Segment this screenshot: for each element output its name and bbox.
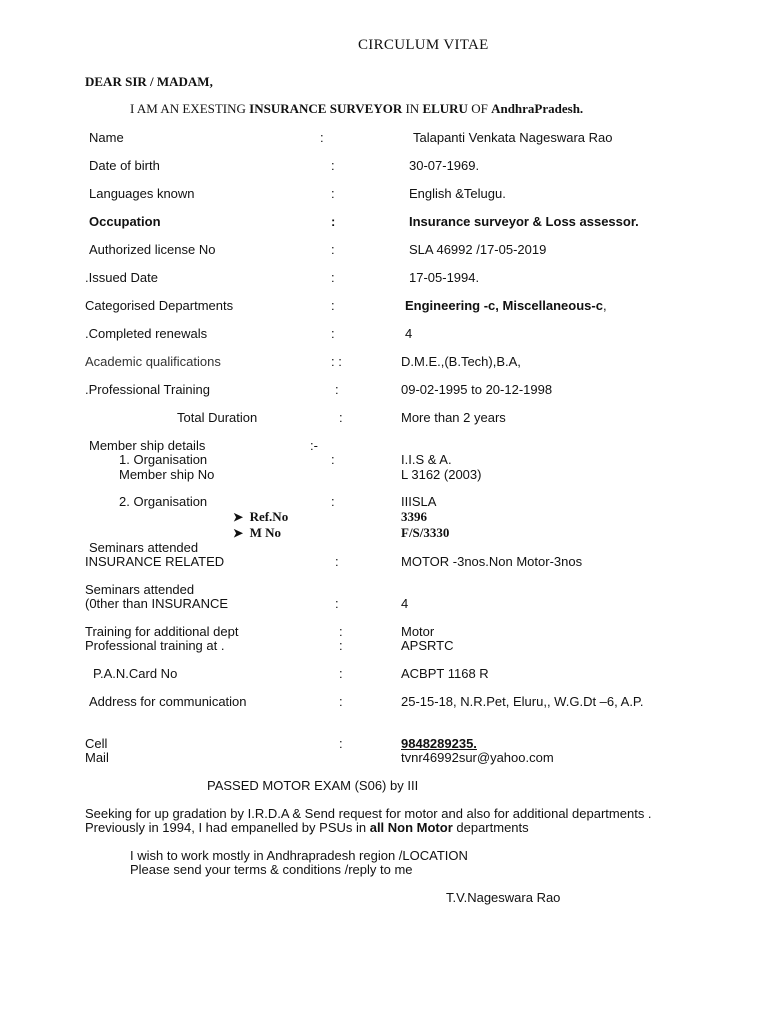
pan-label: P.A.N.Card No: [93, 666, 178, 681]
refno-row: [233, 509, 288, 525]
intro-role: INSURANCE SURVEYOR: [249, 101, 403, 116]
refno-value: 3396: [401, 509, 427, 524]
seminars-value-2: 4: [401, 596, 409, 611]
renewals-value: 4: [405, 326, 413, 341]
additional-colon-2: :: [339, 638, 343, 653]
languages-label: Languages known: [89, 186, 195, 201]
cell-value: 9848289235.: [401, 736, 477, 751]
mail-value: tvnr46992sur@yahoo.com: [401, 750, 554, 765]
license-label: Authorized license No: [89, 242, 216, 257]
pan-colon: :: [339, 666, 343, 681]
languages-colon: :: [331, 186, 335, 201]
departments-value-suffix: ,: [602, 298, 607, 313]
org1-value: I.I.S & A.: [401, 452, 452, 467]
intro-state: AndhraPradesh.: [491, 101, 584, 116]
license-value: SLA 46992 /17-05-2019: [409, 242, 547, 257]
departments-value-text: Engineering -c, Miscellaneous-c: [405, 298, 603, 313]
org1-colon: :: [331, 452, 335, 467]
org2-label: 2. Organisation: [119, 494, 208, 509]
refno-label: Ref.No: [249, 509, 289, 524]
occupation-value: Insurance surveyor & Loss assessor.: [409, 214, 639, 229]
address-label: Address for communication: [89, 694, 247, 709]
dob-colon: :: [331, 158, 335, 173]
intro-text-1: I AM AN EXESTING: [130, 101, 250, 116]
issued-value: 17-05-1994.: [409, 270, 480, 285]
arrow-bullet-icon: ➤: [233, 510, 244, 524]
departments-value: [405, 298, 607, 313]
seeking-text-1: Previously in 1994, I had empanelled by PSUs in: [85, 820, 370, 835]
org2-value: IIISLA: [401, 494, 437, 509]
training-colon: :: [335, 382, 339, 397]
seeking-line-2: [85, 820, 529, 835]
dob-label: Date of birth: [89, 158, 160, 173]
academic-label: Academic qualifications: [85, 354, 221, 369]
cell-label: Cell: [85, 736, 108, 751]
membership-sep: :-: [310, 438, 318, 453]
seminars-value-1: MOTOR -3nos.Non Motor-3nos: [401, 554, 583, 569]
mno-value: F/S/3330: [401, 525, 450, 540]
mno-label: M No: [249, 525, 281, 540]
address-colon: :: [339, 694, 343, 709]
issued-colon: :: [331, 270, 335, 285]
seminars-label-3: Seminars attended: [85, 582, 195, 597]
intro-text-2: IN: [402, 101, 423, 116]
mno-row: [233, 525, 281, 541]
arrow-bullet-icon: ➤: [233, 526, 244, 540]
languages-value: English &Telugu.: [409, 186, 506, 201]
seminars-label-4: (0ther than INSURANCE: [85, 596, 229, 611]
duration-label: Total Duration: [177, 410, 258, 425]
seeking-highlight: all Non Motor: [369, 820, 453, 835]
membership-label: Member ship details: [89, 438, 206, 453]
renewals-label: .Completed renewals: [85, 326, 208, 341]
pan-value: ACBPT 1168 R: [401, 666, 489, 681]
additional-colon-1: :: [339, 624, 343, 639]
signature-name: T.V.Nageswara Rao: [446, 890, 561, 905]
departments-label: Categorised Departments: [85, 298, 234, 313]
additional-value-2: APSRTC: [401, 638, 454, 653]
seminars-label-1: Seminars attended: [89, 540, 199, 555]
org2-colon: :: [331, 494, 335, 509]
address-value: 25-15-18, N.R.Pet, Eluru,, W.G.Dt –6, A.P.: [401, 694, 644, 709]
seminars-label-2: INSURANCE RELATED: [85, 554, 225, 569]
training-value: 09-02-1995 to 20-12-1998: [401, 382, 553, 397]
duration-colon: :: [339, 410, 343, 425]
closing-line-1: I wish to work mostly in Andhrapradesh region /LOCATION: [130, 848, 468, 863]
license-colon: :: [331, 242, 335, 257]
departments-colon: :: [331, 298, 335, 313]
dob-value: 30-07-1969.: [409, 158, 480, 173]
name-colon: :: [320, 130, 324, 145]
name-label: Name: [89, 130, 124, 145]
document-title: CIRCULUM VITAE: [358, 37, 489, 53]
additional-label-2: Professional training at .: [85, 638, 225, 653]
intro-line: [130, 101, 583, 116]
academic-value: D.M.E.,(B.Tech),B.A,: [401, 354, 521, 369]
cell-colon: :: [339, 736, 343, 751]
issued-label: .Issued Date: [85, 270, 158, 285]
occupation-colon: :: [331, 214, 336, 229]
additional-label-1: Training for additional dept: [85, 624, 239, 639]
training-label: .Professional Training: [85, 382, 211, 397]
intro-text-3: OF: [467, 101, 492, 116]
additional-value-1: Motor: [401, 624, 435, 639]
closing-line-2: Please send your terms & conditions /reply to me: [130, 862, 413, 877]
mail-label: Mail: [85, 750, 109, 765]
seeking-line-1: Seeking for up gradation by I.R.D.A & Send request for motor and also for additional departments .: [85, 806, 652, 821]
passed-exam-line: PASSED MOTOR EXAM (S06) by III: [207, 778, 419, 793]
duration-value: More than 2 years: [401, 410, 506, 425]
seminars-colon-2: :: [335, 596, 339, 611]
name-value: Talapanti Venkata Nageswara Rao: [413, 130, 613, 145]
salutation: DEAR SIR / MADAM,: [85, 74, 213, 89]
academic-colon: : :: [331, 354, 342, 369]
org1-label: 1. Organisation: [119, 452, 208, 467]
occupation-label: Occupation: [89, 214, 161, 229]
seeking-text-2: departments: [452, 820, 529, 835]
memno-label: Member ship No: [119, 467, 215, 482]
renewals-colon: :: [331, 326, 335, 341]
seminars-colon-1: :: [335, 554, 339, 569]
intro-city: ELURU: [422, 101, 468, 116]
memno-value: L 3162 (2003): [401, 467, 482, 482]
